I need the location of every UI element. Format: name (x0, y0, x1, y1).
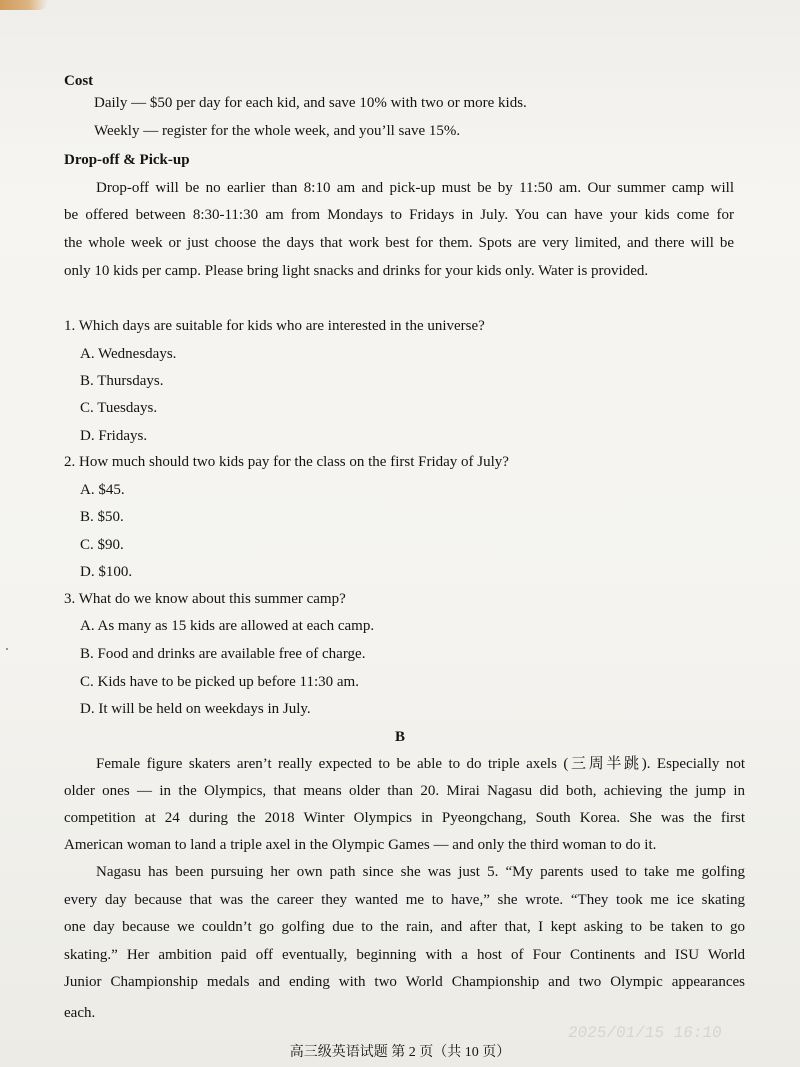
question-3-option-b: B. Food and drinks are available free of charge. (80, 646, 366, 662)
question-2-option-c: C. $90. (80, 537, 124, 553)
passage-line: American woman to land a triple axel in the Olympic Games — and only the third woman to do it. (64, 837, 657, 853)
cost-heading: Cost (64, 73, 94, 89)
passage-line: competition at 24 during the 2018 Winter Olympics in Pyeongchang, South Korea. She was the first (64, 810, 745, 826)
passage-line: older ones — in the Olympics, that means older than 20. Mirai Nagasu did both, achieving the jump in (64, 783, 745, 799)
passage-line: Female figure skaters aren’t really expected to be able to do triple axels (三周半跳). Especially not (96, 756, 745, 772)
question-2-option-d: D. $100. (80, 564, 133, 580)
cost-weekly: Weekly — register for the whole week, and you’ll save 15%. (94, 123, 461, 139)
passage-line: each. (64, 1005, 96, 1021)
section-b-label: B (394, 729, 405, 745)
question-1-option-a: A. Wednesdays. (80, 346, 177, 362)
passage-line: Junior Championship medals and ending with two World Championship and two Olympic appearances (64, 974, 745, 990)
question-1-stem: 1. Which days are suitable for kids who are interested in the universe? (64, 318, 485, 334)
question-1-option-d: D. Fridays. (80, 428, 148, 444)
question-3-option-d: D. It will be held on weekdays in July. (80, 701, 311, 717)
cost-daily: Daily — $50 per day for each kid, and save 10% with two or more kids. (94, 95, 527, 111)
dropoff-line: only 10 kids per camp. Please bring light snacks and drinks for your kids only. Water is provided. (64, 263, 649, 279)
dropoff-heading: Drop-off & Pick-up (64, 152, 190, 168)
passage-line: Nagasu has been pursuing her own path since she was just 5. “My parents used to take me golfing (96, 864, 745, 880)
dropoff-line: the whole week or just choose the days that work best for them. Spots are very limited, and there will be (64, 235, 734, 251)
passage-line: skating.” Her ambition paid off eventually, beginning with a host of Four Continents and ISU World (64, 947, 745, 963)
passage-line: every day because that was the career they wanted me to have,” she wrote. “They took me ice skating (64, 892, 745, 908)
scan-speck (6, 648, 8, 650)
corner-mark (0, 0, 48, 10)
question-2-option-b: B. $50. (80, 509, 124, 525)
dropoff-line: be offered between 8:30-11:30 am from Mondays to Fridays in July. You can have your kids come for (64, 207, 734, 223)
question-3-stem: 3. What do we know about this summer camp? (64, 591, 346, 607)
question-3-option-c: C. Kids have to be picked up before 11:30 am. (80, 674, 359, 690)
question-1-option-c: C. Tuesdays. (80, 400, 158, 416)
question-1-option-b: B. Thursdays. (80, 373, 164, 389)
scan-timestamp: 2025/01/15 16:10 (566, 1024, 723, 1042)
page-footer: 高三级英语试题 第 2 页（共 10 页） (289, 1045, 511, 1060)
question-3-option-a: A. As many as 15 kids are allowed at each camp. (80, 618, 375, 634)
question-2-stem: 2. How much should two kids pay for the class on the first Friday of July? (64, 454, 509, 470)
dropoff-line: Drop-off will be no earlier than 8:10 am and pick-up must be by 11:50 am. Our summer camp will (96, 180, 734, 196)
question-2-option-a: A. $45. (80, 482, 125, 498)
passage-line: one day because we couldn’t go golfing due to the rain, and after that, I kept asking to be taken to go (64, 919, 745, 935)
